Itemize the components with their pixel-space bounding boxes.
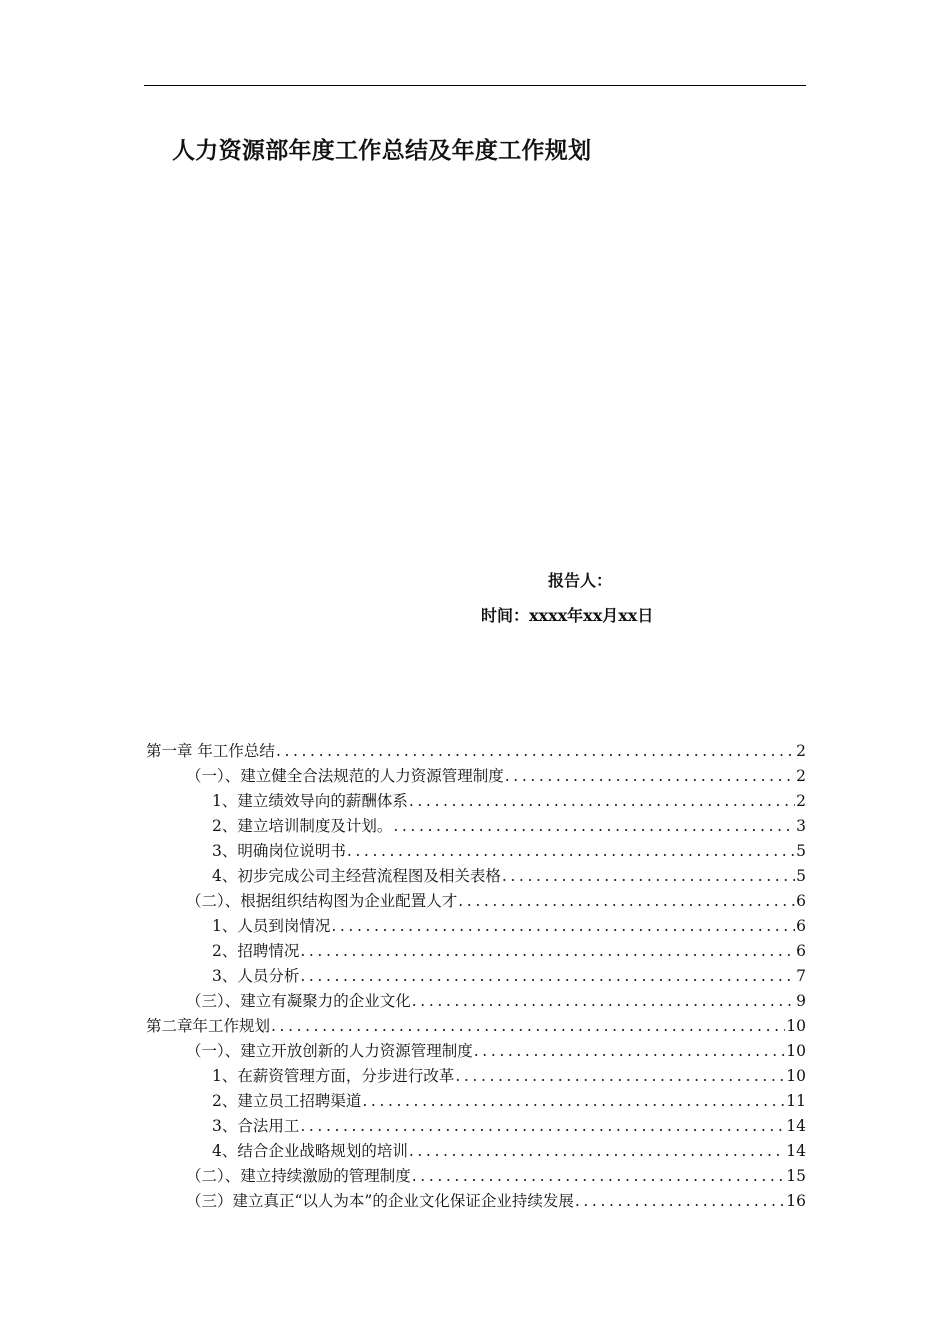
- toc-dot-leader: [474, 1039, 786, 1064]
- toc-dot-leader: [409, 789, 795, 814]
- toc-dot-leader: [300, 939, 795, 964]
- toc-dot-leader: [409, 1139, 785, 1164]
- toc-page-number: 6: [796, 892, 806, 910]
- toc-page-number: 15: [786, 1167, 806, 1185]
- toc-entry[interactable]: [146, 1189, 806, 1214]
- toc-entry-label: （一）、建立健全合法规范的人力资源管理制度: [186, 767, 504, 785]
- toc-dot-leader: [271, 1014, 785, 1039]
- toc-page-number: 2: [796, 767, 806, 785]
- toc-entry[interactable]: [146, 789, 806, 814]
- toc-entry[interactable]: [146, 1039, 806, 1064]
- toc-page-number: 9: [796, 992, 806, 1010]
- toc-page-number: 6: [796, 917, 806, 935]
- toc-entry-label: 第二章年工作规划: [146, 1017, 271, 1035]
- toc-entry-label: 3、人员分析: [212, 967, 300, 985]
- toc-entry[interactable]: [146, 989, 806, 1014]
- toc-entry-label: 2、建立培训制度及计划。: [212, 817, 393, 835]
- toc-entry[interactable]: [146, 1139, 806, 1164]
- toc-entry-label: （三）、建立有凝聚力的企业文化: [186, 992, 411, 1010]
- toc-dot-leader: [505, 764, 795, 789]
- toc-page-number: 2: [796, 792, 806, 810]
- toc-entry-label: 4、结合企业战略规划的培训: [212, 1142, 408, 1160]
- toc-dot-leader: [276, 739, 795, 764]
- toc-dot-leader: [412, 1164, 786, 1189]
- toc-page-number: 10: [786, 1042, 806, 1060]
- toc-entry-label: （二）、建立持续激励的管理制度: [186, 1167, 411, 1185]
- toc-entry[interactable]: [146, 964, 806, 989]
- toc-entry-label: 1、在薪资管理方面，分步进行改革: [212, 1067, 455, 1085]
- toc-dot-leader: [458, 889, 795, 914]
- toc-entry-label: 2、招聘情况: [212, 942, 300, 960]
- document-title: 人力资源部年度工作总结及年度工作规划: [172, 137, 592, 164]
- toc-dot-leader: [502, 864, 795, 889]
- toc-page-number: 14: [786, 1117, 806, 1135]
- toc-entry[interactable]: [146, 939, 806, 964]
- toc-entry[interactable]: [146, 839, 806, 864]
- header-rule: [144, 85, 806, 86]
- toc-entry[interactable]: [146, 1014, 806, 1039]
- toc-dot-leader: [300, 964, 795, 989]
- toc-page-number: 5: [796, 842, 806, 860]
- toc-entry-label: 2、建立员工招聘渠道: [212, 1092, 362, 1110]
- toc-entry-label: 第一章 年工作总结: [146, 742, 275, 760]
- toc-entry[interactable]: [146, 914, 806, 939]
- toc-entry-label: 1、人员到岗情况: [212, 917, 331, 935]
- toc-entry[interactable]: [146, 1089, 806, 1114]
- toc-page-number: 3: [796, 817, 806, 835]
- toc-page-number: 14: [786, 1142, 806, 1160]
- toc-entry[interactable]: [146, 864, 806, 889]
- toc-entry-label: 3、合法用工: [212, 1117, 300, 1135]
- table-of-contents: [146, 739, 806, 1214]
- toc-dot-leader: [455, 1064, 785, 1089]
- toc-entry-label: （一）、建立开放创新的人力资源管理制度: [186, 1042, 473, 1060]
- reporter-label: 报告人：: [548, 571, 613, 590]
- toc-dot-leader: [393, 814, 795, 839]
- toc-page-number: 11: [786, 1092, 806, 1110]
- toc-dot-leader: [331, 914, 795, 939]
- toc-page-number: 2: [796, 742, 806, 760]
- toc-dot-leader: [347, 839, 795, 864]
- toc-dot-leader: [362, 1089, 785, 1114]
- toc-page-number: 6: [796, 942, 806, 960]
- toc-entry-label: （三）建立真正“以人为本”的企业文化保证企业持续发展: [186, 1192, 574, 1210]
- toc-dot-leader: [575, 1189, 785, 1214]
- toc-entry[interactable]: [146, 1114, 806, 1139]
- toc-entry-label: （二）、根据组织结构图为企业配置人才: [186, 892, 458, 910]
- toc-entry-label: 4、初步完成公司主经营流程图及相关表格: [212, 867, 501, 885]
- toc-dot-leader: [412, 989, 795, 1014]
- report-date: 时间：xxxx年xx月xx日: [481, 606, 654, 625]
- toc-entry[interactable]: [146, 1064, 806, 1089]
- toc-page-number: 7: [796, 967, 806, 985]
- toc-page-number: 5: [796, 867, 806, 885]
- toc-entry[interactable]: [146, 764, 806, 789]
- toc-entry-label: 3、明确岗位说明书: [212, 842, 346, 860]
- toc-page-number: 16: [786, 1192, 806, 1210]
- toc-entry[interactable]: [146, 1164, 806, 1189]
- toc-entry[interactable]: [146, 814, 806, 839]
- toc-entry[interactable]: [146, 889, 806, 914]
- toc-page-number: 10: [786, 1067, 806, 1085]
- toc-dot-leader: [300, 1114, 785, 1139]
- toc-entry[interactable]: [146, 739, 806, 764]
- toc-page-number: 10: [786, 1017, 806, 1035]
- toc-entry-label: 1、建立绩效导向的薪酬体系: [212, 792, 408, 810]
